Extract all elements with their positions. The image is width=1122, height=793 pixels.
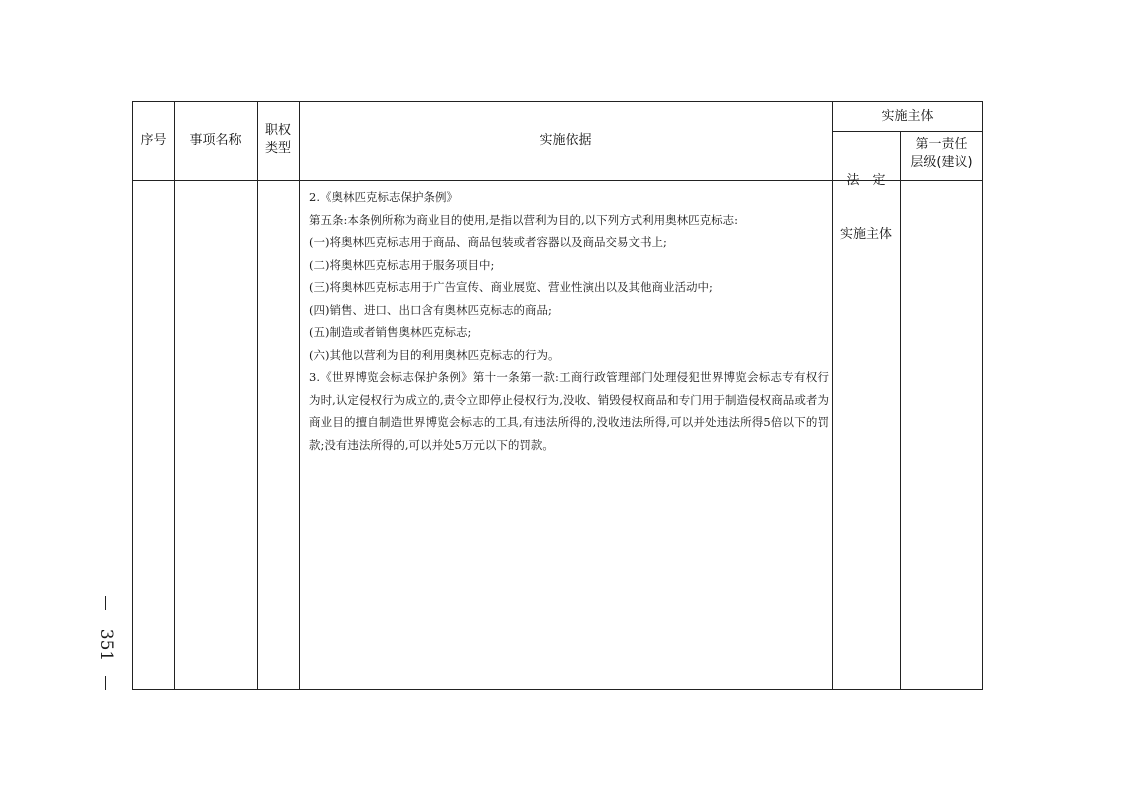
header-legal-subject-line1: 法 定 [846,173,886,188]
col-divider [900,131,901,689]
col-divider [299,102,300,689]
page-number-dash-bottom [105,676,106,690]
header-basis: 实施依据 [539,133,592,148]
header-item-name: 事项名称 [189,133,242,148]
page-number [94,596,118,692]
subject-header-divider [832,131,982,132]
basis-line: (一)将奥林匹克标志用于商品、商品包装或者容器以及商品交易文书上; [309,235,667,249]
basis-line: 第五条:本条例所称为商业目的使用,是指以营利为目的,以下列方式利用奥林匹克标志: [309,212,739,227]
col-divider [257,102,258,689]
basis-line: (六)其他以营利为目的利用奥林匹克标志的行为。 [309,347,560,362]
basis-cell-text [309,186,829,456]
col-divider [174,102,175,689]
header-first-responsible-line1: 第一责任 [915,137,968,152]
header-power-type [257,122,299,158]
header-power-type-line2: 类型 [264,141,291,156]
header-first-responsible [900,136,983,172]
basis-line: (二)将奥林匹克标志用于服务项目中; [309,257,495,272]
header-subject: 实施主体 [881,109,934,124]
page-number-text: 351 [96,628,116,662]
basis-line: (三)将奥林匹克标志用于广告宣传、商业展览、营业性演出以及其他商业活动中; [309,280,713,294]
page-number-dash-top [105,596,106,610]
header-first-responsible-line2: 层级(建议) [910,155,973,170]
basis-line: (四)销售、进口、出口含有奥林匹克标志的商品; [309,302,552,317]
basis-paragraph: 3.《世界博览会标志保护条例》第十一条第一款:工商行政管理部门处理侵犯世界博览会标志专有权行为时,认定侵权行为成立的,责令立即停止侵权行为,没收、销毁侵权商品和专门用于制造侵权商品或者为商业目的擅自制造世界博览会标志的工具,有违法所得的,没收违法所得,可以并处违法所得5倍以下的罚款;没有违法所得的,可以并处5万元以下的罚款。 [309,370,829,452]
header-legal-subject-line2: 实施主体 [839,227,892,242]
implementation-table [132,101,983,690]
basis-line: (五)制造或者销售奥林匹克标志; [309,325,472,339]
header-seq: 序号 [140,133,167,148]
header-legal-subject [832,136,900,280]
header-power-type-line1: 职权 [264,123,291,138]
basis-line: 2.《奥林匹克标志保护条例》 [309,190,458,204]
